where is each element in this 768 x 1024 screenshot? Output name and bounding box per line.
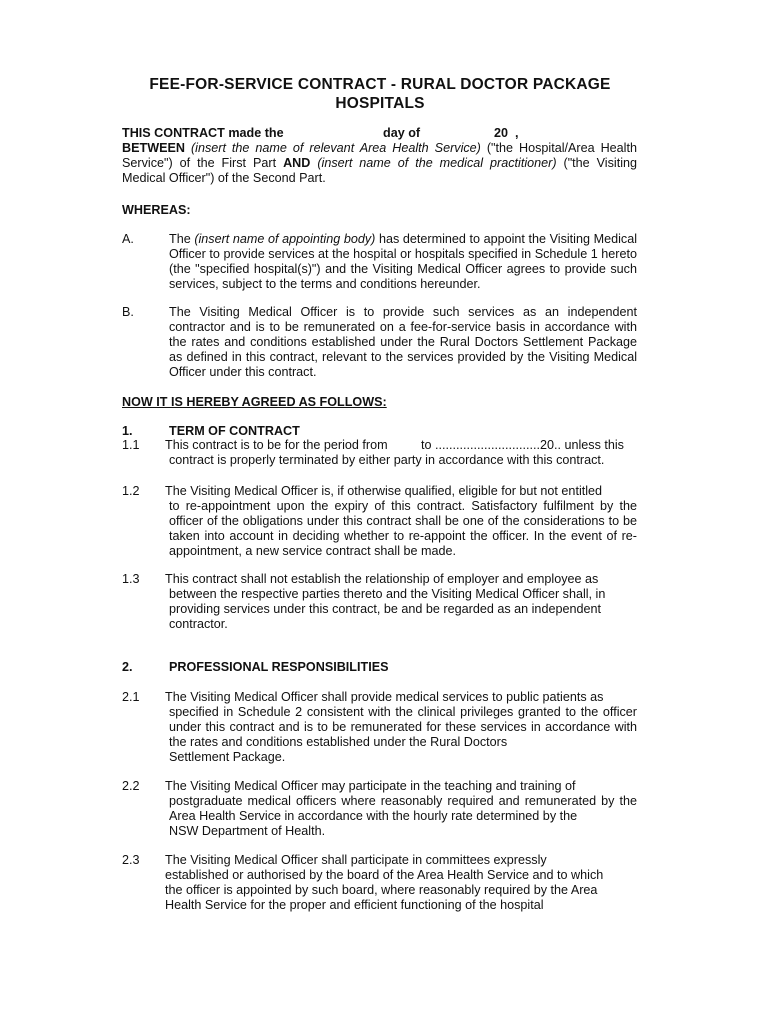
between-paragraph — [122, 141, 637, 186]
document-title-line1: FEE-FOR-SERVICE CONTRACT - RURAL DOCTOR PACKAGE — [149, 76, 611, 93]
clause-2-1-number: 2.1 — [122, 690, 140, 704]
recital-b-text: The Visiting Medical Officer is to provide such services as an independent contractor and is to be remunerated on a fee-for-service basis in accordance with the rates and conditions established under the Rural Doctors Settlement Package as defined in this contract, relevant to the services provided by the Visiting Medical Officer under this contract. — [169, 305, 637, 379]
recital-a-the: The — [169, 232, 191, 246]
recital-a-line2: Medical Officer to provide services at the hospital or hospitals specified in — [169, 232, 638, 261]
clause-2-2-line1: The Visiting Medical Officer may participate in the teaching and training of — [165, 779, 576, 793]
appointing-body-insert: (insert name of appointing body) — [194, 232, 376, 246]
clause-2-3-line1: The Visiting Medical Officer shall participate in committees expressly — [165, 853, 547, 867]
clause-1-3-number: 1.3 — [122, 572, 140, 586]
recital-a-label: A. — [122, 232, 134, 246]
clause-2-1-last: Settlement Package. — [169, 750, 286, 764]
recital-a-line3: Schedule 1 hereto (the "specified hospital(s)") and the Visiting Medical Officer — [169, 247, 638, 276]
section-1-number: 1. — [122, 424, 133, 438]
practitioner-insert: (insert name of the medical practitioner) — [317, 156, 557, 170]
section-1-heading: TERM OF CONTRACT — [169, 424, 300, 438]
clause-1-1-line1b: to ..............................20.. unless this — [421, 438, 624, 452]
recital-a-line1-end: has determined to appoint the Visiting — [378, 232, 590, 246]
clause-2-1-line1: The Visiting Medical Officer shall provide medical services to public patients as — [165, 690, 604, 704]
clause-1-2-rest: to re-appointment upon the expiry of this contract. Satisfactory fulfilment by the officer of the obligations under this contract shall be one of the considerations to be taken into account in deciding whether to re-appoint the officer. In the event of re-appointment, a new service contract shall be made. — [169, 499, 637, 558]
clause-1-2-line1: The Visiting Medical Officer is, if otherwise qualified, eligible for but not entitled — [165, 484, 603, 498]
recital-a-text — [169, 232, 637, 292]
recital-b-label: B. — [122, 305, 134, 319]
clause-1-3-line1: This contract shall not establish the relationship of employer and employee as — [165, 572, 599, 586]
clause-1-1-line1a: This contract is to be for the period from — [165, 438, 388, 452]
second-part-text: Medical Officer") of the Second Part. — [122, 171, 326, 185]
day-of-label: day of — [383, 126, 421, 140]
clause-1-1-line2: contract is properly terminated by either party in accordance with this contract. — [169, 453, 605, 467]
clause-2-2-last: NSW Department of Health. — [169, 824, 326, 838]
clause-1-3-line3: providing services under this contract, be and be regarded as an independent — [169, 602, 601, 616]
first-part-text: Service") of the First Part — [122, 156, 277, 170]
section-2-number: 2. — [122, 660, 133, 674]
agreed-heading: NOW IT IS HEREBY AGREED AS FOLLOWS: — [122, 395, 387, 409]
area-health-service-insert: (insert the name of relevant Area Health Service) — [190, 141, 481, 155]
and-label: AND — [283, 156, 311, 170]
clause-2-3-line4: Health Service for the proper and efficient functioning of the hospital — [165, 898, 544, 912]
clause-1-1-number: 1.1 — [122, 438, 140, 452]
clause-1-3-line4: contractor. — [169, 617, 228, 631]
clause-2-2-number: 2.2 — [122, 779, 140, 793]
clause-2-3-line3: the officer is appointed by such board, where reasonably required by the Area — [165, 883, 598, 897]
between-label: BETWEEN — [122, 141, 185, 155]
whereas-heading: WHEREAS: — [122, 203, 191, 217]
recital-a-line4: agrees to provide such services, subject to the terms and conditions hereunder. — [169, 262, 637, 291]
clause-2-2-rest: postgraduate medical officers where reasonably required and remunerated by the Area Health Service in accordance with the hourly rate determined by the — [169, 794, 637, 823]
clause-2-3-line2: established or authorised by the board of the Area Health Service and to which — [165, 868, 604, 882]
year-comma: , — [515, 126, 519, 140]
year-label: 20 — [494, 126, 509, 140]
between-hospital-text: ("the Hospital/Area Health — [486, 141, 637, 155]
clause-2-1-rest: specified in Schedule 2 consistent with the clinical privileges granted to the officer under this contract and is to be remunerated for these services in accordance with the rates and conditions established under the Rural Doctors — [169, 705, 637, 749]
document-title-line2: HOSPITALS — [335, 95, 425, 112]
contract-made-label: THIS CONTRACT made the — [122, 126, 284, 140]
clause-1-2-number: 1.2 — [122, 484, 140, 498]
clause-1-3-line2: between the respective parties thereto and the Visiting Medical Officer shall, in — [169, 587, 606, 601]
visiting-text: ("the Visiting — [563, 156, 638, 170]
section-2-heading: PROFESSIONAL RESPONSIBILITIES — [169, 660, 389, 674]
clause-2-3-number: 2.3 — [122, 853, 140, 867]
